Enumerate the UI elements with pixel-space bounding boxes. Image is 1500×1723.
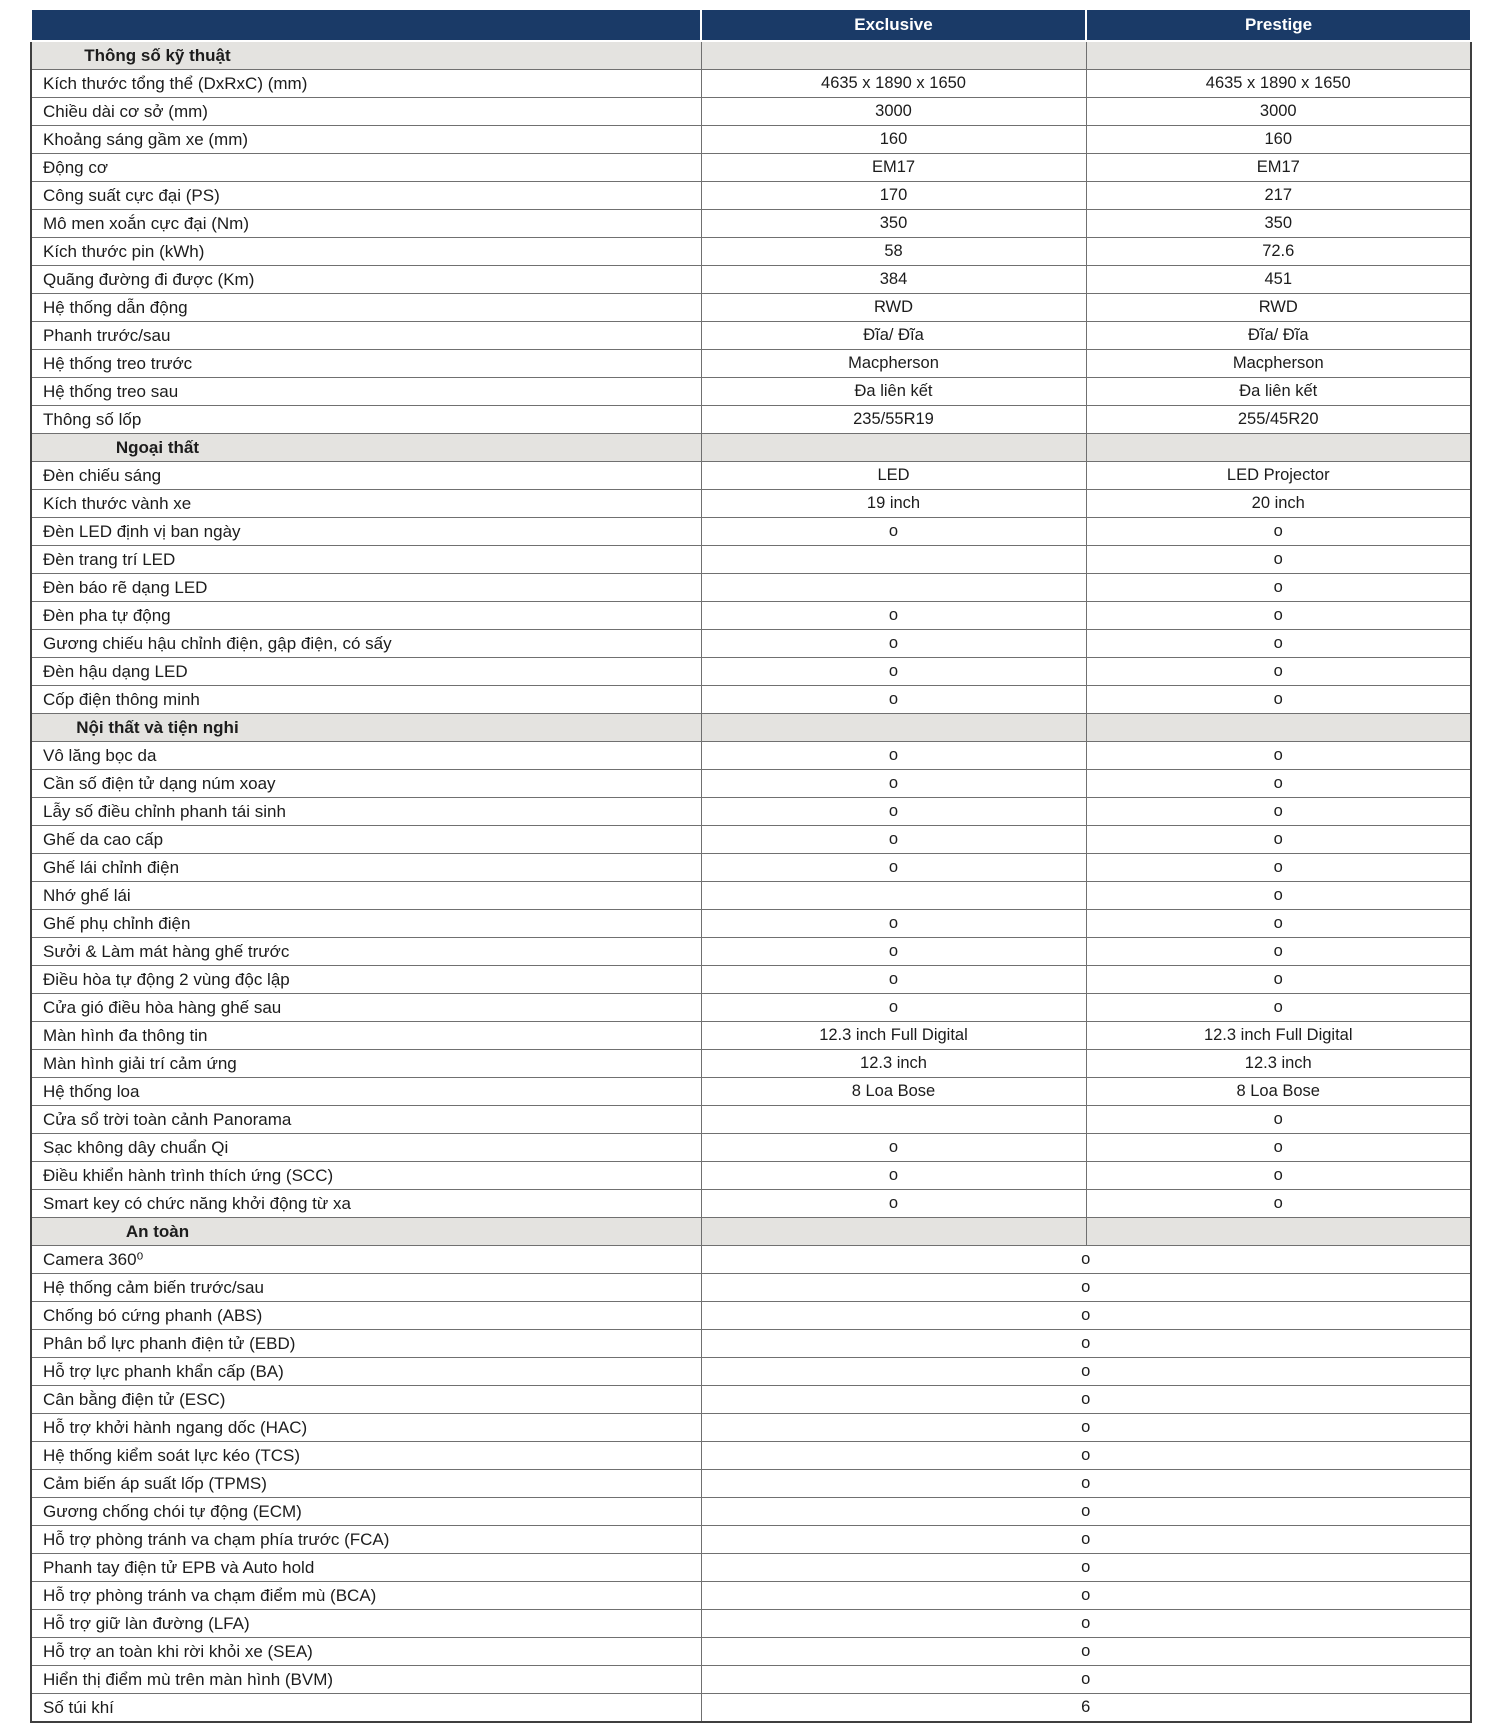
spec-label-cell: Sạc không dây chuẩn Qi xyxy=(31,1134,701,1162)
spec-label-cell: Đèn báo rẽ dạng LED xyxy=(31,574,701,602)
spec-row xyxy=(31,98,1471,126)
section-header-row xyxy=(31,434,1471,462)
header-cell-exclusive: Exclusive xyxy=(701,9,1086,41)
spec-label-cell: Smart key có chức năng khởi động từ xa xyxy=(31,1190,701,1218)
section-filler-cell-prestige xyxy=(1086,714,1471,742)
spec-value-cell-merged: o xyxy=(701,1610,1471,1638)
spec-row xyxy=(31,378,1471,406)
spec-value-cell-prestige: o xyxy=(1086,966,1471,994)
spec-row xyxy=(31,1022,1471,1050)
spec-label-cell: Hỗ trợ phòng tránh va chạm điểm mù (BCA) xyxy=(31,1582,701,1610)
spec-row xyxy=(31,546,1471,574)
spec-label-cell: Kích thước vành xe xyxy=(31,490,701,518)
header-cell-empty xyxy=(31,9,701,41)
spec-value-cell-exclusive: RWD xyxy=(701,294,1086,322)
spec-value-cell-prestige: o xyxy=(1086,938,1471,966)
spec-table-body xyxy=(31,41,1471,1722)
section-title-cell: Ngoại thất xyxy=(31,434,701,462)
spec-row xyxy=(31,1666,1471,1694)
spec-value-cell-merged: o xyxy=(701,1666,1471,1694)
spec-row xyxy=(31,994,1471,1022)
header-cell-prestige: Prestige xyxy=(1086,9,1471,41)
spec-row xyxy=(31,1582,1471,1610)
section-filler-cell-exclusive xyxy=(701,1218,1086,1246)
spec-value-cell-exclusive: o xyxy=(701,994,1086,1022)
spec-label-cell: Động cơ xyxy=(31,154,701,182)
spec-value-cell-exclusive: o xyxy=(701,966,1086,994)
spec-value-cell-exclusive: Đĩa/ Đĩa xyxy=(701,322,1086,350)
spec-row xyxy=(31,126,1471,154)
spec-label-cell: Màn hình đa thông tin xyxy=(31,1022,701,1050)
spec-label-cell: Quãng đường đi được (Km) xyxy=(31,266,701,294)
spec-value-cell-prestige: o xyxy=(1086,602,1471,630)
spec-value-cell-prestige: o xyxy=(1086,742,1471,770)
spec-row xyxy=(31,1694,1471,1723)
spec-value-cell-exclusive: o xyxy=(701,910,1086,938)
spec-value-cell-exclusive: o xyxy=(701,770,1086,798)
section-filler-cell-prestige xyxy=(1086,41,1471,70)
section-title-cell: Nội thất và tiện nghi xyxy=(31,714,701,742)
spec-row xyxy=(31,1386,1471,1414)
spec-label-cell: Cần số điện tử dạng núm xoay xyxy=(31,770,701,798)
spec-value-cell-exclusive: 4635 x 1890 x 1650 xyxy=(701,70,1086,98)
spec-row xyxy=(31,322,1471,350)
spec-value-cell-exclusive: 3000 xyxy=(701,98,1086,126)
spec-value-cell-exclusive: 8 Loa Bose xyxy=(701,1078,1086,1106)
spec-label-cell: Phanh tay điện tử EPB và Auto hold xyxy=(31,1554,701,1582)
spec-value-cell-merged: o xyxy=(701,1554,1471,1582)
spec-value-cell-merged: o xyxy=(701,1498,1471,1526)
spec-label-cell: Cân bằng điện tử (ESC) xyxy=(31,1386,701,1414)
spec-label-cell: Chiều dài cơ sở (mm) xyxy=(31,98,701,126)
spec-value-cell-prestige: Đa liên kết xyxy=(1086,378,1471,406)
spec-label-cell: Hỗ trợ giữ làn đường (LFA) xyxy=(31,1610,701,1638)
spec-value-cell-exclusive: o xyxy=(701,1162,1086,1190)
spec-value-cell-merged: o xyxy=(701,1582,1471,1610)
spec-value-cell-prestige: o xyxy=(1086,910,1471,938)
spec-label-cell: Gương chống chói tự động (ECM) xyxy=(31,1498,701,1526)
spec-row xyxy=(31,462,1471,490)
spec-row xyxy=(31,294,1471,322)
spec-value-cell-prestige: o xyxy=(1086,1134,1471,1162)
spec-value-cell-exclusive xyxy=(701,882,1086,910)
spec-value-cell-exclusive: 350 xyxy=(701,210,1086,238)
spec-value-cell-merged: o xyxy=(701,1358,1471,1386)
spec-label-cell: Hệ thống dẫn động xyxy=(31,294,701,322)
spec-value-cell-prestige: Đĩa/ Đĩa xyxy=(1086,322,1471,350)
spec-row xyxy=(31,798,1471,826)
spec-row xyxy=(31,882,1471,910)
spec-value-cell-exclusive: 170 xyxy=(701,182,1086,210)
spec-value-cell-prestige: o xyxy=(1086,854,1471,882)
spec-value-cell-exclusive: o xyxy=(701,742,1086,770)
spec-value-cell-prestige: o xyxy=(1086,546,1471,574)
spec-row xyxy=(31,742,1471,770)
spec-value-cell-prestige: o xyxy=(1086,826,1471,854)
spec-label-cell: Phanh trước/sau xyxy=(31,322,701,350)
spec-value-cell-merged: o xyxy=(701,1638,1471,1666)
spec-value-cell-exclusive xyxy=(701,546,1086,574)
spec-label-cell: Gương chiếu hậu chỉnh điện, gập điện, có sấy xyxy=(31,630,701,658)
spec-label-cell: Hệ thống loa xyxy=(31,1078,701,1106)
spec-value-cell-prestige: 350 xyxy=(1086,210,1471,238)
section-header-row xyxy=(31,41,1471,70)
spec-label-cell: Đèn LED định vị ban ngày xyxy=(31,518,701,546)
spec-value-cell-prestige: o xyxy=(1086,882,1471,910)
spec-row xyxy=(31,854,1471,882)
spec-label-cell: Màn hình giải trí cảm ứng xyxy=(31,1050,701,1078)
spec-value-cell-prestige: 20 inch xyxy=(1086,490,1471,518)
spec-value-cell-merged: o xyxy=(701,1246,1471,1274)
spec-value-cell-exclusive: LED xyxy=(701,462,1086,490)
spec-value-cell-exclusive: 58 xyxy=(701,238,1086,266)
spec-row xyxy=(31,1442,1471,1470)
spec-label-cell: Điều hòa tự động 2 vùng độc lập xyxy=(31,966,701,994)
spec-value-cell-exclusive: Macpherson xyxy=(701,350,1086,378)
spec-label-cell: Hệ thống treo trước xyxy=(31,350,701,378)
spec-label-cell: Sưởi & Làm mát hàng ghế trước xyxy=(31,938,701,966)
spec-row xyxy=(31,350,1471,378)
spec-label-cell: Công suất cực đại (PS) xyxy=(31,182,701,210)
spec-value-cell-exclusive: 384 xyxy=(701,266,1086,294)
spec-value-cell-prestige: 217 xyxy=(1086,182,1471,210)
spec-row xyxy=(31,630,1471,658)
spec-row xyxy=(31,1554,1471,1582)
spec-value-cell-prestige: 12.3 inch xyxy=(1086,1050,1471,1078)
spec-label-cell: Thông số lốp xyxy=(31,406,701,434)
spec-label-cell: Hệ thống treo sau xyxy=(31,378,701,406)
spec-row xyxy=(31,1526,1471,1554)
spec-row xyxy=(31,938,1471,966)
section-filler-cell-exclusive xyxy=(701,714,1086,742)
section-header-row xyxy=(31,714,1471,742)
spec-value-cell-exclusive: o xyxy=(701,658,1086,686)
spec-label-cell: Phân bổ lực phanh điện tử (EBD) xyxy=(31,1330,701,1358)
spec-value-cell-exclusive: o xyxy=(701,630,1086,658)
spec-row xyxy=(31,1134,1471,1162)
spec-row xyxy=(31,1190,1471,1218)
spec-row xyxy=(31,1246,1471,1274)
spec-label-cell: Khoảng sáng gầm xe (mm) xyxy=(31,126,701,154)
spec-label-cell: Cửa gió điều hòa hàng ghế sau xyxy=(31,994,701,1022)
spec-value-cell-exclusive: 12.3 inch xyxy=(701,1050,1086,1078)
spec-row xyxy=(31,826,1471,854)
spec-label-cell: Mô men xoắn cực đại (Nm) xyxy=(31,210,701,238)
spec-row xyxy=(31,406,1471,434)
spec-value-cell-merged: o xyxy=(701,1414,1471,1442)
spec-label-cell: Hỗ trợ khởi hành ngang dốc (HAC) xyxy=(31,1414,701,1442)
spec-row xyxy=(31,1106,1471,1134)
section-header-row xyxy=(31,1218,1471,1246)
spec-label-cell: Hỗ trợ lực phanh khẩn cấp (BA) xyxy=(31,1358,701,1386)
section-filler-cell-prestige xyxy=(1086,1218,1471,1246)
spec-value-cell-prestige: 72.6 xyxy=(1086,238,1471,266)
spec-row xyxy=(31,1330,1471,1358)
spec-row xyxy=(31,182,1471,210)
spec-value-cell-prestige: 12.3 inch Full Digital xyxy=(1086,1022,1471,1050)
spec-value-cell-merged: o xyxy=(701,1386,1471,1414)
spec-row xyxy=(31,1050,1471,1078)
spec-value-cell-exclusive: o xyxy=(701,854,1086,882)
spec-value-cell-merged: o xyxy=(701,1274,1471,1302)
spec-row xyxy=(31,1414,1471,1442)
spec-value-cell-prestige: o xyxy=(1086,686,1471,714)
spec-label-cell: Cốp điện thông minh xyxy=(31,686,701,714)
spec-row xyxy=(31,70,1471,98)
spec-value-cell-prestige: EM17 xyxy=(1086,154,1471,182)
spec-value-cell-prestige: LED Projector xyxy=(1086,462,1471,490)
spec-value-cell-prestige: 160 xyxy=(1086,126,1471,154)
spec-row xyxy=(31,1302,1471,1330)
spec-label-cell: Đèn trang trí LED xyxy=(31,546,701,574)
spec-value-cell-prestige: RWD xyxy=(1086,294,1471,322)
spec-value-cell-merged: o xyxy=(701,1442,1471,1470)
spec-value-cell-exclusive: 160 xyxy=(701,126,1086,154)
spec-row xyxy=(31,1274,1471,1302)
spec-row xyxy=(31,966,1471,994)
spec-row xyxy=(31,490,1471,518)
spec-value-cell-exclusive: 235/55R19 xyxy=(701,406,1086,434)
spec-label-cell: Chống bó cứng phanh (ABS) xyxy=(31,1302,701,1330)
spec-value-cell-prestige: 8 Loa Bose xyxy=(1086,1078,1471,1106)
spec-label-cell: Hỗ trợ phòng tránh va chạm phía trước (FCA) xyxy=(31,1526,701,1554)
spec-row xyxy=(31,574,1471,602)
spec-value-cell-merged: 6 xyxy=(701,1694,1471,1723)
spec-value-cell-prestige: o xyxy=(1086,994,1471,1022)
spec-value-cell-exclusive: o xyxy=(701,798,1086,826)
spec-label-cell: Điều khiển hành trình thích ứng (SCC) xyxy=(31,1162,701,1190)
spec-value-cell-exclusive xyxy=(701,1106,1086,1134)
spec-row xyxy=(31,518,1471,546)
spec-value-cell-exclusive: o xyxy=(701,938,1086,966)
spec-value-cell-prestige: o xyxy=(1086,1106,1471,1134)
spec-label-cell: Kích thước tổng thể (DxRxC) (mm) xyxy=(31,70,701,98)
spec-label-cell: Hệ thống cảm biến trước/sau xyxy=(31,1274,701,1302)
spec-row xyxy=(31,154,1471,182)
spec-label-cell: Nhớ ghế lái xyxy=(31,882,701,910)
spec-row xyxy=(31,1078,1471,1106)
spec-value-cell-exclusive: 19 inch xyxy=(701,490,1086,518)
spec-label-cell: Kích thước pin (kWh) xyxy=(31,238,701,266)
spec-value-cell-merged: o xyxy=(701,1526,1471,1554)
spec-value-cell-exclusive: 12.3 inch Full Digital xyxy=(701,1022,1086,1050)
spec-value-cell-exclusive: EM17 xyxy=(701,154,1086,182)
spec-value-cell-prestige: o xyxy=(1086,1190,1471,1218)
spec-label-cell: Số túi khí xyxy=(31,1694,701,1723)
spec-label-cell: Đèn chiếu sáng xyxy=(31,462,701,490)
spec-row xyxy=(31,1638,1471,1666)
section-filler-cell-exclusive xyxy=(701,434,1086,462)
spec-table-header xyxy=(31,9,1471,41)
section-filler-cell-prestige xyxy=(1086,434,1471,462)
spec-value-cell-prestige: o xyxy=(1086,658,1471,686)
spec-label-cell: Lẫy số điều chỉnh phanh tái sinh xyxy=(31,798,701,826)
spec-row xyxy=(31,1498,1471,1526)
spec-value-cell-merged: o xyxy=(701,1470,1471,1498)
section-filler-cell-exclusive xyxy=(701,41,1086,70)
spec-label-cell: Vô lăng bọc da xyxy=(31,742,701,770)
spec-row xyxy=(31,910,1471,938)
spec-label-cell: Cửa sổ trời toàn cảnh Panorama xyxy=(31,1106,701,1134)
spec-row xyxy=(31,770,1471,798)
spec-value-cell-prestige: o xyxy=(1086,518,1471,546)
spec-table xyxy=(30,8,1472,1723)
spec-value-cell-exclusive: Đa liên kết xyxy=(701,378,1086,406)
spec-row xyxy=(31,266,1471,294)
spec-label-cell: Đèn hậu dạng LED xyxy=(31,658,701,686)
spec-value-cell-prestige: o xyxy=(1086,1162,1471,1190)
header-row xyxy=(31,9,1471,41)
spec-row xyxy=(31,602,1471,630)
spec-value-cell-prestige: o xyxy=(1086,798,1471,826)
section-title-cell: Thông số kỹ thuật xyxy=(31,41,701,70)
spec-label-cell: Hiển thị điểm mù trên màn hình (BVM) xyxy=(31,1666,701,1694)
spec-row xyxy=(31,686,1471,714)
spec-label-cell: Hỗ trợ an toàn khi rời khỏi xe (SEA) xyxy=(31,1638,701,1666)
spec-label-cell: Ghế da cao cấp xyxy=(31,826,701,854)
spec-label-cell: Hệ thống kiểm soát lực kéo (TCS) xyxy=(31,1442,701,1470)
spec-label-cell: Ghế phụ chỉnh điện xyxy=(31,910,701,938)
spec-value-cell-prestige: 3000 xyxy=(1086,98,1471,126)
spec-row xyxy=(31,1610,1471,1638)
spec-value-cell-prestige: o xyxy=(1086,630,1471,658)
spec-value-cell-prestige: 4635 x 1890 x 1650 xyxy=(1086,70,1471,98)
spec-label-cell: Camera 360⁰ xyxy=(31,1246,701,1274)
spec-value-cell-exclusive: o xyxy=(701,1134,1086,1162)
spec-value-cell-prestige: Macpherson xyxy=(1086,350,1471,378)
spec-value-cell-exclusive: o xyxy=(701,686,1086,714)
spec-value-cell-prestige: 255/45R20 xyxy=(1086,406,1471,434)
spec-row xyxy=(31,238,1471,266)
spec-row xyxy=(31,658,1471,686)
spec-value-cell-exclusive: o xyxy=(701,826,1086,854)
spec-value-cell-prestige: o xyxy=(1086,770,1471,798)
spec-value-cell-merged: o xyxy=(701,1330,1471,1358)
spec-value-cell-prestige: o xyxy=(1086,574,1471,602)
spec-value-cell-exclusive xyxy=(701,574,1086,602)
spec-value-cell-prestige: 451 xyxy=(1086,266,1471,294)
spec-label-cell: Cảm biến áp suất lốp (TPMS) xyxy=(31,1470,701,1498)
spec-row xyxy=(31,1358,1471,1386)
spec-row xyxy=(31,1162,1471,1190)
spec-label-cell: Đèn pha tự động xyxy=(31,602,701,630)
spec-row xyxy=(31,1470,1471,1498)
section-title-cell: An toàn xyxy=(31,1218,701,1246)
spec-value-cell-exclusive: o xyxy=(701,518,1086,546)
spec-label-cell: Ghế lái chỉnh điện xyxy=(31,854,701,882)
spec-value-cell-exclusive: o xyxy=(701,602,1086,630)
spec-value-cell-merged: o xyxy=(701,1302,1471,1330)
spec-row xyxy=(31,210,1471,238)
spec-value-cell-exclusive: o xyxy=(701,1190,1086,1218)
